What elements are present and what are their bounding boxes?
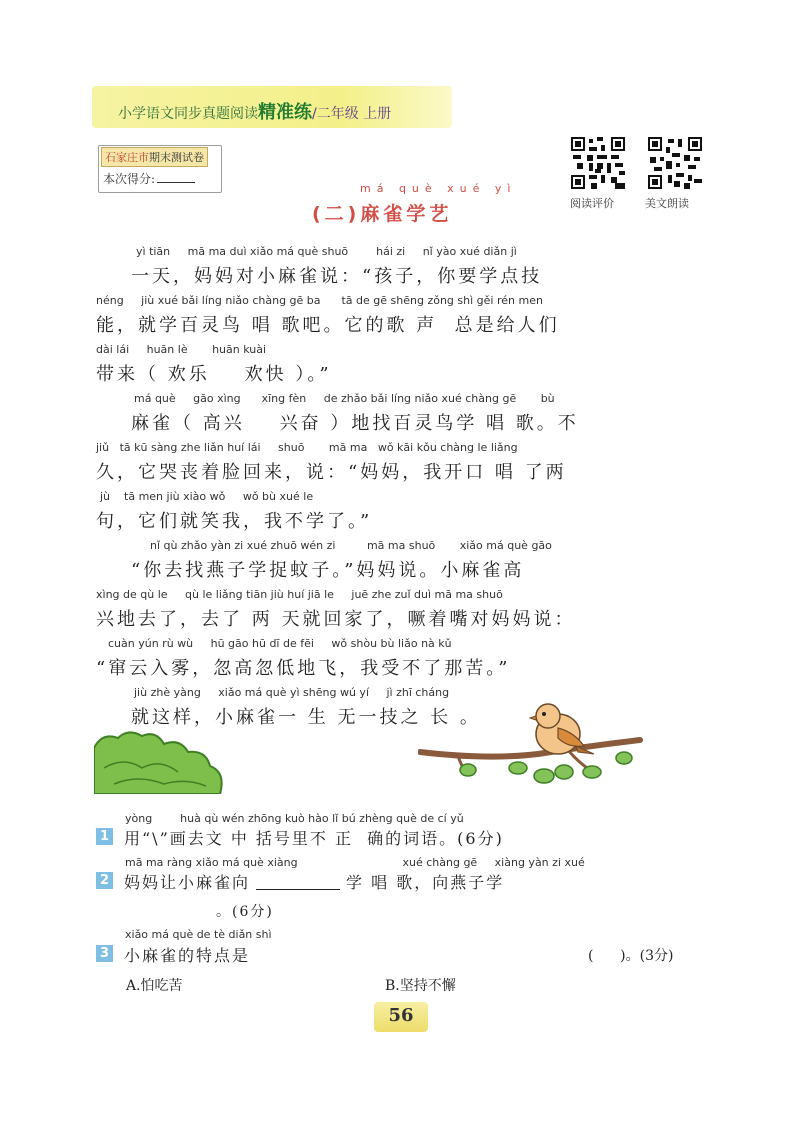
- question-3-answer-bracket[interactable]: ( )。(3分): [588, 948, 674, 964]
- passage-line: “窜云入雾，忽高忽低地飞，我受不了那苦。”: [96, 658, 511, 679]
- question-2-text: [124, 870, 504, 893]
- passage-pinyin: cuàn yún rù wù hū gāo hū dī de fēi wǒ shòu bù liǎo nà kǔ: [108, 637, 452, 650]
- question-2-part-a: 妈妈让小麻雀向: [124, 873, 251, 892]
- passage-pinyin: jiǔ tā kū sàng zhe liǎn huí lái shuō mā ma wǒ kāi kǒu chàng le liǎng: [96, 441, 518, 454]
- qr-code-icon[interactable]: [648, 137, 702, 189]
- question-3-pinyin: xiǎo má què de tè diǎn shì: [125, 928, 272, 941]
- page-title: (二)麻雀学艺: [312, 203, 453, 225]
- passage-line: 兴地去了，去了 两 天就回家了，噘着嘴对妈妈说：: [96, 609, 576, 630]
- series-title: [118, 98, 391, 124]
- question-2-number: 2: [96, 872, 113, 889]
- page-number: 56: [388, 1005, 414, 1026]
- passage-pinyin: jù tā men jiù xiào wǒ wǒ bù xué le: [100, 490, 314, 503]
- qr-caption-read-aloud: 美文朗读: [645, 197, 689, 210]
- question-3-number: 3: [96, 945, 113, 962]
- question-1-text: 用“\”画去文 中 括号里不 正 确的词语。(6分): [124, 829, 504, 848]
- passage-line: 一天，妈妈对小麻雀说：“孩子，你要学点技: [131, 266, 543, 287]
- score-label: 本次得分:: [103, 172, 156, 186]
- exam-tag: [101, 147, 208, 167]
- question-3-text: 小麻雀的特点是: [124, 946, 251, 965]
- passage-line: 久，它哭丧着脸回来，说：“妈妈，我开口 唱 了两: [96, 462, 567, 483]
- passage-line: 带来（ 欢乐 欢快 ）。”: [96, 364, 332, 385]
- score-line: [103, 170, 195, 187]
- answer-blank[interactable]: [256, 889, 340, 890]
- series-prefix: 小学语文同步真题阅读: [118, 106, 258, 122]
- question-2-pinyin: mā ma ràng xiǎo má què xiàng xué chàng gē xiàng yàn zi xué: [125, 856, 585, 869]
- grade-label: /二年级 上册: [312, 106, 392, 122]
- option-a[interactable]: A.怕吃苦: [126, 978, 183, 994]
- passage-pinyin: dài lái huān lè huān kuài: [96, 343, 267, 356]
- passage-line: 麻雀（ 高兴 兴奋 ）地找百灵鸟学 唱 歌。不: [131, 413, 579, 434]
- exam-type: 期末测试卷: [149, 151, 204, 164]
- option-b[interactable]: B.坚持不懈: [385, 978, 456, 994]
- exam-city: 石家庄市: [105, 151, 149, 164]
- series-strong: 精准练: [258, 102, 312, 123]
- passage-pinyin: má què gāo xìng xīng fèn de zhǎo bǎi líng niǎo xué chàng gē bù: [134, 392, 555, 405]
- question-2-tail: 。(6分): [216, 904, 274, 920]
- qr-code-icon[interactable]: [571, 137, 625, 189]
- passage-pinyin: néng jiù xué bǎi líng niǎo chàng gē ba tā de gē shēng zǒng shì gěi rén men: [96, 294, 543, 307]
- question-1-pinyin: yòng huà qù wén zhōng kuò hào lǐ bú zhèng què de cí yǔ: [125, 812, 464, 825]
- passage-pinyin: xìng de qù le qù le liǎng tiān jiù huí jiā le juē zhe zuǐ duì mā ma shuō: [96, 588, 503, 601]
- passage-pinyin: nǐ qù zhǎo yàn zi xué zhuō wén zi mā ma shuō xiǎo má què gāo: [150, 539, 552, 552]
- passage-line: “你去找燕子学捉蚊子。”妈妈说。小麻雀高: [131, 560, 525, 581]
- passage-pinyin: yì tiān mā ma duì xiǎo má què shuō hái zi nǐ yào xué diǎn jì: [136, 245, 517, 258]
- passage-line: 能，就学百灵鸟 唱 歌吧。它的歌 声 总是给人们: [96, 315, 560, 336]
- title-pinyin: má què xué yì: [360, 182, 517, 195]
- sparrow-on-branch-illustration: [418, 698, 646, 798]
- qr-caption-reading-review: 阅读评价: [570, 197, 614, 210]
- passage-line: 句，它们就笑我，我不学了。”: [96, 511, 373, 532]
- question-2-part-b: 学 唱 歌，向燕子学: [346, 873, 505, 892]
- bush-illustration: [94, 728, 226, 798]
- score-blank[interactable]: [157, 182, 195, 183]
- passage-line: 就这样，小麻雀一 生 无一技之 长 。: [131, 707, 481, 728]
- question-1-number: 1: [96, 828, 113, 845]
- passage-pinyin: jiù zhè yàng xiǎo má què yì shēng wú yí jì zhī cháng: [134, 686, 450, 699]
